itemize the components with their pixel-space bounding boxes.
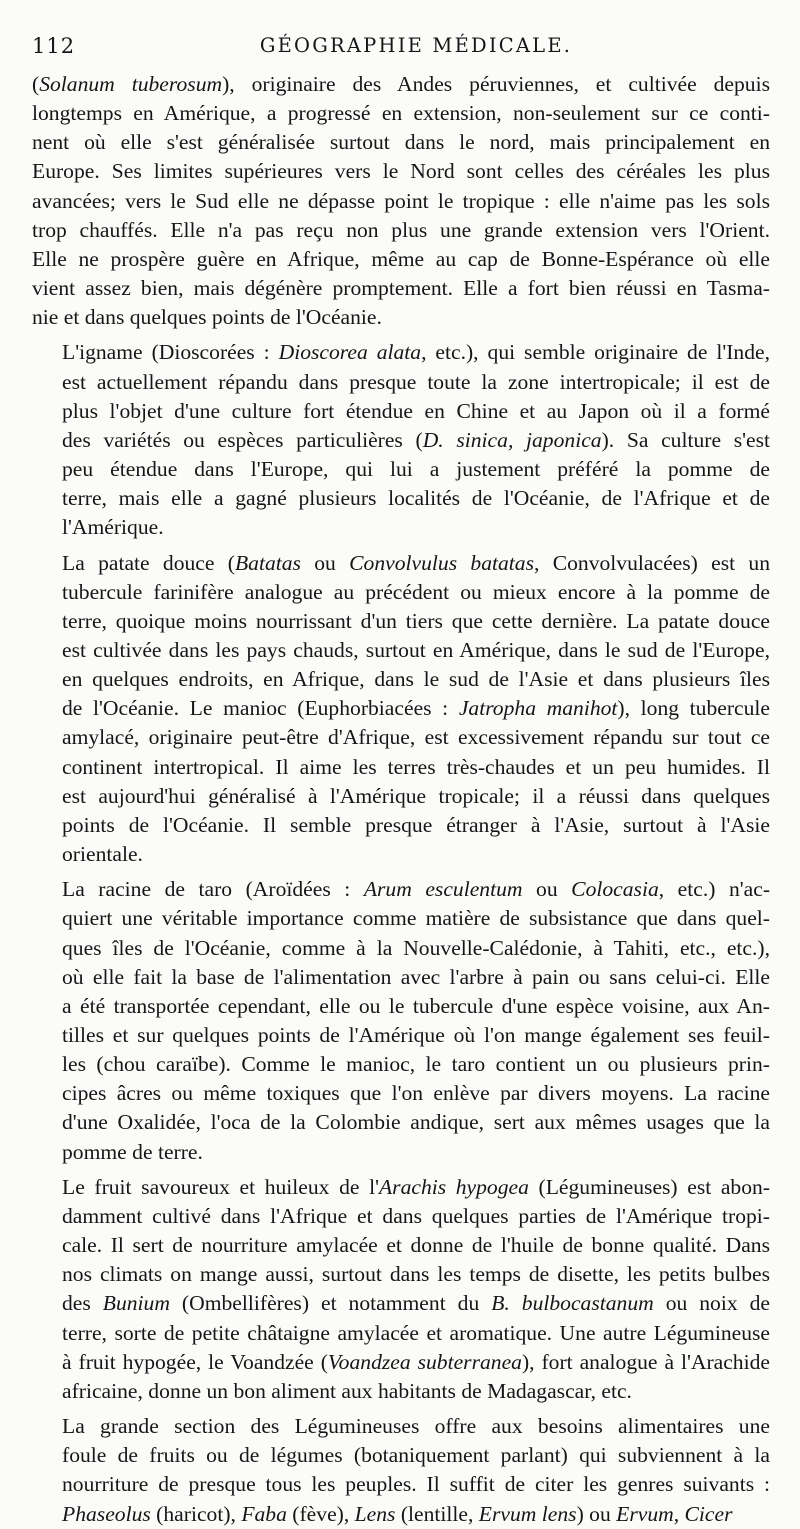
running-head [32, 30, 770, 70]
text-line [32, 840, 770, 869]
text-line [32, 875, 770, 904]
text-run: La racine de taro (Aroïdées : [62, 877, 364, 902]
italic-term: Arachis hypogea [378, 1174, 529, 1199]
text-run: cale. Il sert de nourriture amylacée et donne de l'huile de bonne qualité. Dans [62, 1233, 770, 1258]
text-line [32, 694, 770, 723]
text-line [32, 70, 770, 99]
italic-term: Cicer [684, 1501, 733, 1526]
text-run: ). Sa culture s'est [601, 427, 770, 452]
text-run: (Légumineuses) est abon- [528, 1174, 770, 1199]
body-text [32, 70, 770, 1529]
text-run: terre, sorte de petite châtaigne amylacée et aromatique. Une autre Légumineuse [62, 1320, 770, 1345]
text-run: est aujourd'hui généralisé à l'Amérique tropicale; il a réussi dans quelques [62, 783, 770, 808]
text-line [32, 397, 770, 426]
text-line [32, 245, 770, 274]
text-line [32, 513, 770, 542]
text-run: ou [300, 550, 350, 575]
text-run: La patate douce ( [62, 550, 235, 575]
text-run: de l'Océanie. Le manioc (Euphorbiacées : [62, 696, 459, 721]
italic-term: Batatas [234, 550, 301, 575]
text-run: (haricot), [150, 1501, 242, 1526]
text-line [32, 1050, 770, 1079]
text-run: ), long tubercule [617, 696, 770, 721]
text-line [32, 782, 770, 811]
paragraph [32, 1412, 770, 1529]
text-run: Elle ne prospère guère en Afrique, même au cap de Bonne-Espérance où elle [32, 246, 770, 271]
italic-term: Bunium [102, 1291, 170, 1316]
running-title: GÉOGRAPHIE MÉDICALE. [259, 34, 573, 57]
text-run: foule de fruits ou de légumes (botaniquement parlant) qui subviennent à la [62, 1443, 770, 1468]
text-line [32, 1021, 770, 1050]
text-run: a été transportée cependant, elle ou le tubercule d'une espèce voisine, aux An- [62, 993, 770, 1018]
text-run: continent intertropical. Il aime les terres très-chaudes et un peu humides. Il [62, 754, 770, 779]
text-line [32, 1348, 770, 1377]
text-line [32, 1108, 770, 1137]
italic-term: Colocasia [571, 877, 659, 902]
text-line [32, 1173, 770, 1202]
text-line [32, 992, 770, 1021]
italic-term: Dioscorea alata [278, 340, 422, 365]
paragraph [32, 875, 770, 1167]
text-line [32, 426, 770, 455]
text-line [32, 274, 770, 303]
text-run: longtemps en Amérique, a progressé en extension, non-seulement sur ce conti- [32, 101, 770, 126]
text-run: tubercule farinifère analogue au précédent ou mieux encore à la pomme de [62, 579, 770, 604]
text-run: damment cultivé dans l'Afrique et dans quelques parties de l'Amérique tropi- [62, 1203, 770, 1228]
text-line [32, 1500, 770, 1529]
text-line [32, 216, 770, 245]
text-line [32, 1412, 770, 1441]
text-line [32, 963, 770, 992]
text-line [32, 338, 770, 367]
text-run: ques îles de l'Océanie, comme à la Nouvelle-Calédonie, à Tahiti, etc., etc.), [62, 935, 770, 960]
text-run: nie et dans quelques points de l'Océanie. [32, 305, 382, 330]
text-line [32, 1470, 770, 1499]
text-run: ) ou [576, 1501, 617, 1526]
text-line [32, 1441, 770, 1470]
text-run: ou [522, 877, 572, 902]
italic-term: D. sinica, japonica [422, 427, 602, 452]
text-run: africaine, donne un bon aliment aux habitants de Madagascar, etc. [62, 1378, 632, 1403]
text-run: est cultivée dans les pays chauds, surtout en Amérique, dans le sud de l'Europe, [62, 637, 770, 662]
text-run: (lentille, [395, 1501, 479, 1526]
text-run: nent où elle s'est généralisée surtout dans le nord, mais principalement en [32, 130, 770, 155]
text-run: peu étendue dans l'Europe, qui lui a justement préféré la pomme de [62, 457, 770, 482]
text-line [32, 99, 770, 128]
text-run: (Ombellifères) et notamment du [169, 1291, 492, 1316]
text-run: amylacé, originaire peut-être d'Afrique, est excessivement répandu sur tout ce [62, 725, 770, 750]
text-line [32, 811, 770, 840]
paragraph [32, 1173, 770, 1406]
text-run: avancées; vers le Sud elle ne dépasse point le tropique : elle n'aime pas les sols [32, 188, 770, 213]
text-line [32, 368, 770, 397]
italic-term: Solanum tuberosum [39, 72, 223, 96]
text-run: plus l'objet d'une culture fort étendue en Chine et au Japon où il a formé [62, 398, 770, 423]
text-line [32, 665, 770, 694]
text-run: La grande section des Légumineuses offre aux besoins alimentaires une [62, 1414, 770, 1439]
text-run: L'igname (Dioscorées : [62, 340, 279, 365]
text-line [32, 1377, 770, 1406]
text-run: (fève), [286, 1501, 355, 1526]
text-run: nourriture de presque tous les peuples. Il suffit de citer les genres suivants : [62, 1472, 770, 1497]
text-run: à fruit hypogée, le Voandzée ( [62, 1349, 328, 1374]
text-run: l'Amérique. [62, 515, 164, 540]
text-run: des variétés ou espèces particulières ( [62, 427, 423, 452]
text-run: trop chauffés. Elle n'a pas reçu non plus une grande extension vers l'Orient. [32, 217, 770, 242]
italic-term: Jatropha manihot [458, 696, 618, 721]
text-line [32, 636, 770, 665]
paragraph [32, 549, 770, 870]
text-line [32, 157, 770, 186]
text-line [32, 607, 770, 636]
text-run: ), originaire des Andes péruviennes, et cultivée depuis [222, 72, 770, 96]
text-run: terre, quoique moins nourrissant d'un tiers que cette dernière. La patate douce [62, 608, 770, 633]
text-line [32, 1260, 770, 1289]
text-line [32, 549, 770, 578]
text-run: , etc.) n'ac- [658, 877, 771, 902]
italic-term: Arum esculentum [363, 877, 523, 902]
text-run: orientale. [62, 842, 143, 867]
text-run: est actuellement répandu dans presque toute la zone intertropicale; il est de [62, 369, 770, 394]
text-line [32, 1289, 770, 1318]
text-line [32, 1319, 770, 1348]
text-run: d'une Oxalidée, l'oca de la Colombie andique, sert aux mêmes usages que la [62, 1110, 770, 1135]
text-line [32, 723, 770, 752]
page-number: 112 [32, 34, 76, 58]
italic-term: Lens [354, 1501, 396, 1526]
text-line [32, 128, 770, 157]
italic-term: Ervum [616, 1501, 674, 1526]
italic-term: B. bulbocastanum [491, 1291, 654, 1316]
text-run: nos climats on mange aussi, surtout dans les temps de disette, les petits bulbes [62, 1262, 770, 1287]
text-line [32, 187, 770, 216]
text-line [32, 578, 770, 607]
text-line [32, 1138, 770, 1167]
text-run: des [62, 1291, 103, 1316]
text-line [32, 484, 770, 513]
text-line [32, 1202, 770, 1231]
text-run: vient assez bien, mais dégénère promptement. Elle a fort bien réussi en Tasma- [32, 276, 770, 301]
text-line [32, 303, 770, 332]
text-run: ), fort analogue à l'Arachide [521, 1349, 770, 1374]
text-run: où elle fait la base de l'alimentation avec l'arbre à pain ou sans celui-ci. Elle [62, 964, 770, 989]
text-run: Le fruit savoureux et huileux de l' [62, 1174, 379, 1199]
italic-term: Ervum lens [478, 1501, 577, 1526]
text-run: points de l'Océanie. Il semble presque étranger à l'Asie, surtout à l'Asie [62, 812, 770, 837]
text-line [32, 455, 770, 484]
italic-term: Faba [241, 1501, 287, 1526]
text-run: terre, mais elle a gagné plusieurs localités de l'Océanie, de l'Afrique et de [62, 486, 770, 511]
text-line [32, 934, 770, 963]
italic-term: Convolvulus batatas [349, 550, 535, 575]
paragraph [32, 338, 770, 542]
text-run: quiert une véritable importance comme matière de subsistance que dans quel- [62, 906, 770, 931]
text-run: en quelques endroits, en Afrique, dans le sud de l'Asie et dans plusieurs îles [62, 667, 770, 692]
text-line [32, 1079, 770, 1108]
text-run: , [673, 1501, 685, 1526]
text-run: les (chou caraïbe). Comme le manioc, le taro contient un ou plusieurs prin- [62, 1052, 770, 1077]
text-run: , etc.), qui semble originaire de l'Inde, [421, 340, 771, 365]
italic-term: Voandzea subterranea [327, 1349, 522, 1374]
text-line [32, 1231, 770, 1260]
text-line [32, 753, 770, 782]
text-run: ( [32, 72, 40, 96]
italic-term: Phaseolus [62, 1501, 151, 1526]
paragraph [32, 70, 770, 332]
text-run: pomme de terre. [62, 1139, 203, 1164]
text-line [32, 904, 770, 933]
text-run: ou noix de [653, 1291, 770, 1316]
text-run: cipes âcres ou même toxiques que l'on enlève par divers moyens. La racine [62, 1081, 770, 1106]
text-run: Europe. Ses limites supérieures vers le Nord sont celles des céréales les plus [32, 159, 770, 184]
text-run: , Convolvulacées) est un [534, 550, 771, 575]
text-run: tilles et sur quelques points de l'Amérique où l'on mange également ses feuil- [62, 1023, 770, 1047]
